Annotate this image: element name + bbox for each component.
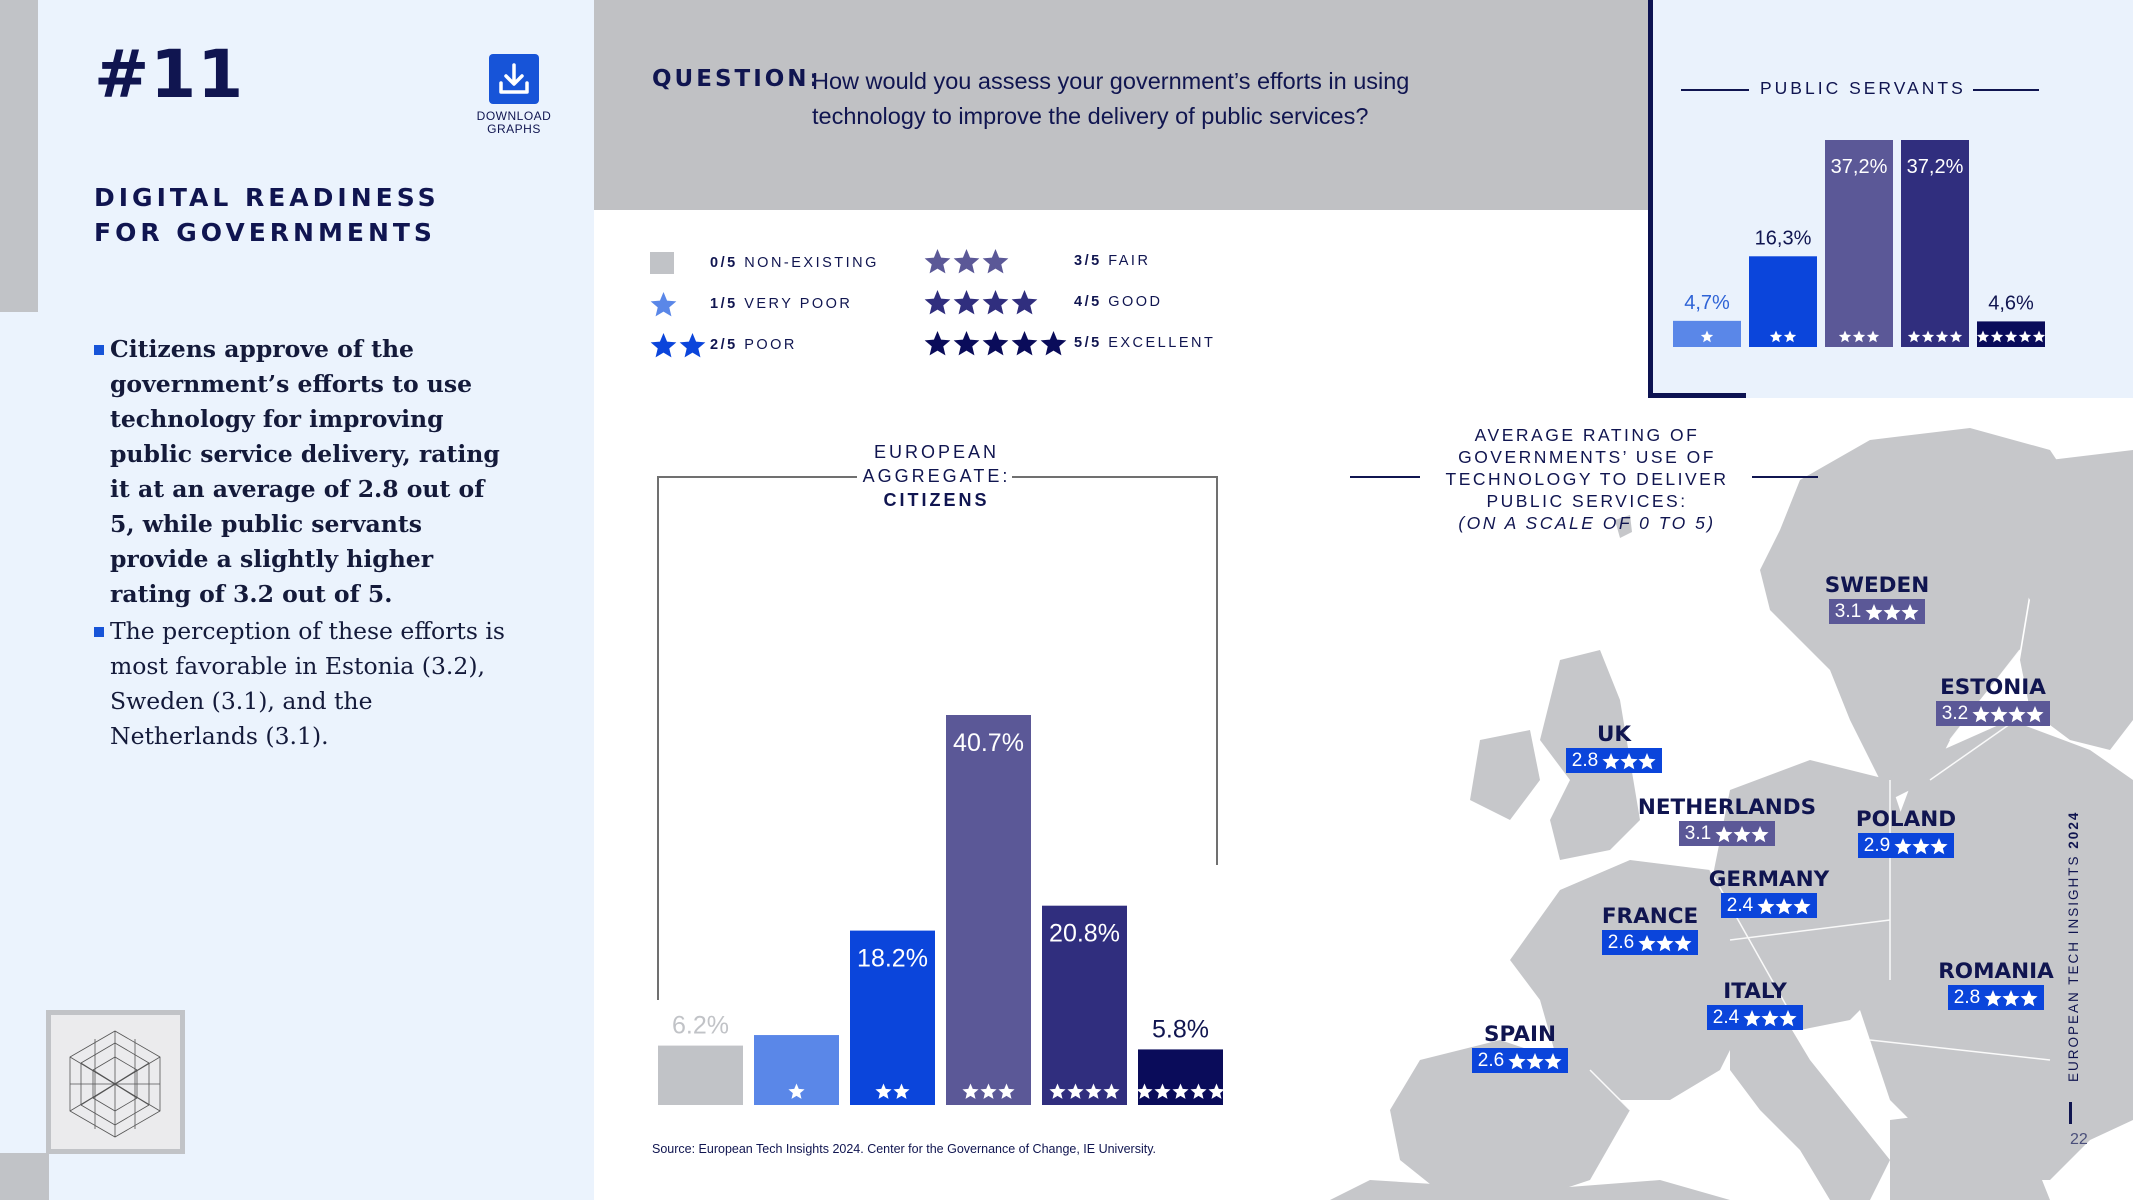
bar-value-label: 20.8% — [1049, 919, 1120, 948]
legend-item-4-of-5 — [924, 287, 1215, 317]
rating-value: 2.9 — [1863, 834, 1891, 856]
star-icon — [2009, 706, 2026, 722]
star-icon — [983, 331, 1009, 355]
map-italy — [1730, 1010, 1890, 1200]
star-icon — [1621, 753, 1638, 769]
section-number: #11 — [94, 36, 245, 113]
star-icon — [1639, 935, 1656, 951]
star-rating-icon — [650, 291, 677, 318]
rating-value: 2.6 — [1477, 1049, 1505, 1071]
country-label-uk — [1464, 721, 1764, 773]
rating-value: 2.8 — [1953, 986, 1981, 1008]
rating-value: 2.6 — [1607, 931, 1635, 953]
map-title-line-4: PUBLIC SERVICES: — [1486, 491, 1688, 511]
legend-score: 2/5 — [710, 337, 738, 353]
star-rating-icon — [924, 248, 1009, 275]
legend-score: 0/5 — [710, 255, 738, 271]
map-subtitle: (ON A SCALE OF 0 TO 5) — [1458, 513, 1716, 533]
star-icon — [954, 331, 980, 355]
rating-value: 2.4 — [1712, 1006, 1740, 1028]
star-icon — [1895, 838, 1912, 854]
legend-label-text: GOOD — [1101, 294, 1163, 310]
bullet-text-1: Citizens approve of the government’s efforts to use technology for improving public service delivery, rating it at an average of 2.8 out of 5, while public servants provide a slightly higher rating of 3.2 out of 5. — [110, 335, 500, 608]
legend-item-5-of-5 — [924, 328, 1215, 358]
legend-column-1 — [650, 248, 879, 360]
rating-value: 3.1 — [1684, 822, 1712, 844]
bar-value-label: 37,2% — [1906, 156, 1964, 178]
rating-value: 2.8 — [1571, 749, 1599, 771]
star-icon — [1545, 1053, 1562, 1069]
star-icon — [1734, 826, 1751, 842]
star-icon — [1866, 604, 1883, 620]
country-name: NETHERLANDS — [1637, 795, 1817, 820]
rating-value: 2.4 — [1726, 894, 1754, 916]
legend-item-1-of-5 — [650, 289, 879, 319]
legend-label-text: POOR — [737, 337, 797, 353]
source-note: Source: European Tech Insights 2024. Center for the Governance of Change, IE University. — [652, 1142, 1156, 1156]
bullet-item-2 — [94, 614, 514, 754]
star-icon — [1884, 604, 1901, 620]
geometric-sphere-icon — [65, 1029, 165, 1139]
bar-value-label: 18.2% — [857, 944, 928, 973]
star-icon — [1973, 706, 1990, 722]
rating-stars-icon — [1638, 934, 1692, 952]
star-icon — [1762, 1010, 1779, 1026]
rating-badge — [1566, 748, 1662, 773]
citizens-frame-top-right — [1012, 476, 1218, 478]
legend-label-text: VERY POOR — [737, 296, 853, 312]
citizens-frame-top-left — [657, 476, 857, 478]
country-label-spain — [1370, 1021, 1670, 1073]
bar-value-label: 4,6% — [1988, 292, 2034, 315]
bar-value-label: 16,3% — [1754, 227, 1812, 250]
legend-label-text: FAIR — [1101, 253, 1151, 269]
public-servants-chart — [1648, 120, 2048, 350]
country-name: SPAIN — [1484, 1022, 1556, 1047]
citizens-chart-title — [860, 440, 1013, 512]
country-name: POLAND — [1855, 807, 1957, 832]
legend-score: 1/5 — [710, 296, 738, 312]
rating-badge — [1707, 1005, 1803, 1030]
bar-0-of-5 — [658, 1046, 743, 1105]
rating-badge — [1472, 1048, 1568, 1073]
public-servants-frame-bottom — [1648, 393, 1746, 398]
country-label-poland — [1756, 806, 2056, 858]
legend-stars — [924, 289, 1074, 316]
citizens-chart — [640, 700, 1240, 1110]
map-title-line-right — [1752, 476, 1818, 478]
bar-value-label: 4,7% — [1684, 291, 1730, 314]
star-icon — [2003, 990, 2020, 1006]
legend-label — [710, 296, 852, 312]
download-icon[interactable] — [489, 54, 539, 104]
star-icon — [1527, 1053, 1544, 1069]
legend-label-text: EXCELLENT — [1101, 335, 1216, 351]
legend-stars — [924, 330, 1074, 357]
star-icon — [925, 249, 951, 273]
legend-item-0-of-5 — [650, 248, 879, 278]
star-icon — [2027, 706, 2044, 722]
star-icon — [1012, 331, 1038, 355]
legend-stars — [924, 248, 1074, 275]
star-icon — [1716, 826, 1733, 842]
star-icon — [1744, 1010, 1761, 1026]
rating-stars-icon — [1894, 837, 1948, 855]
map-title-line-2: GOVERNMENTS’ USE OF — [1458, 447, 1716, 467]
bar-2-of-5 — [1749, 256, 1817, 347]
star-icon — [1012, 290, 1038, 314]
vertical-title-light: EUROPEAN TECH INSIGHTS — [2066, 854, 2081, 1082]
star-icon — [983, 290, 1009, 314]
star-rating-icon — [924, 289, 1038, 316]
legend-label — [710, 337, 797, 353]
legend-stars — [650, 291, 710, 318]
country-name: ROMANIA — [1938, 959, 2054, 984]
rating-stars-icon — [1984, 989, 2038, 1007]
star-icon — [1902, 604, 1919, 620]
legend-label-text: NON-EXISTING — [737, 255, 879, 271]
legend-label — [1074, 294, 1163, 310]
country-name: FRANCE — [1601, 904, 1699, 929]
question-text: How would you assess your government’s efforts in using technology to improve the delivery of public services? — [812, 68, 1410, 129]
rating-stars-icon — [1865, 603, 1919, 621]
rating-badge — [1829, 599, 1925, 624]
legend-column-2 — [924, 246, 1215, 358]
bar-value-label: 40.7% — [953, 729, 1024, 757]
rating-stars-icon — [1743, 1009, 1797, 1027]
rating-stars-icon — [1508, 1052, 1562, 1070]
rating-stars-icon — [1602, 752, 1656, 770]
ie-logo-frame — [46, 1010, 185, 1154]
bar-5-of-5 — [1138, 1049, 1223, 1105]
country-name: GERMANY — [1708, 867, 1830, 892]
map-title-line-1: AVERAGE RATING OF — [1474, 425, 1700, 445]
star-icon — [983, 249, 1009, 273]
vertical-title-tick — [2069, 1102, 2072, 1124]
rating-badge — [1948, 985, 2044, 1010]
ps-title-line-left — [1681, 89, 1749, 91]
legend-stars — [650, 332, 710, 359]
legend-item-3-of-5 — [924, 246, 1215, 276]
rating-badge — [1602, 930, 1698, 955]
bullet-text-2: The perception of these efforts is most favorable in Estonia (3.2), Sweden (3.1), and the Netherlands (3.1). — [110, 617, 505, 750]
star-icon — [1931, 838, 1948, 854]
country-label-france — [1500, 903, 1800, 955]
legend-item-2-of-5 — [650, 330, 879, 360]
star-icon — [651, 333, 677, 357]
star-icon — [651, 292, 677, 316]
country-name: SWEDEN — [1824, 573, 1930, 598]
download-graphs-button[interactable] — [475, 54, 553, 144]
grey-square-icon — [650, 252, 710, 274]
legend-label — [1074, 253, 1150, 269]
country-name: UK — [1596, 722, 1632, 747]
star-icon — [1603, 753, 1620, 769]
bar-3-of-5 — [946, 715, 1031, 1105]
star-rating-icon — [924, 330, 1067, 357]
map-title-line-left — [1350, 476, 1420, 478]
rating-value: 3.2 — [1941, 702, 1969, 724]
legend-score: 4/5 — [1074, 294, 1102, 310]
citizens-title-bold: CITIZENS — [883, 490, 990, 510]
star-icon — [2021, 990, 2038, 1006]
bar-value-label: 6.2% — [672, 1011, 729, 1040]
public-servants-title: PUBLIC SERVANTS — [1760, 78, 1966, 98]
star-icon — [1041, 331, 1067, 355]
citizens-title-line-2: AGGREGATE: — [862, 466, 1011, 486]
star-icon — [925, 331, 951, 355]
bullet-square-icon — [94, 345, 104, 355]
star-icon — [954, 249, 980, 273]
star-icon — [1991, 706, 2008, 722]
country-name: ESTONIA — [1940, 675, 2046, 700]
legend-label — [1074, 335, 1215, 351]
country-label-estonia — [1843, 674, 2133, 726]
vertical-report-title — [2066, 811, 2081, 1082]
star-icon — [1639, 753, 1656, 769]
left-decor-stripe — [0, 0, 38, 312]
corner-decor-square — [0, 1153, 49, 1200]
citizens-title-line-1: EUROPEAN — [873, 442, 1000, 462]
country-label-sweden — [1727, 572, 2027, 624]
star-icon — [1913, 838, 1930, 854]
star-icon — [1509, 1053, 1526, 1069]
star-icon — [925, 290, 951, 314]
legend-label — [710, 255, 879, 271]
bullet-item-1 — [94, 332, 514, 612]
star-icon — [1985, 990, 2002, 1006]
star-icon — [1780, 1010, 1797, 1026]
ps-title-line-right — [1973, 89, 2039, 91]
rating-value: 3.1 — [1834, 600, 1862, 622]
rating-badge — [1858, 833, 1954, 858]
page-number: 22 — [2070, 1131, 2088, 1148]
rating-stars-icon — [1972, 705, 2044, 723]
star-icon — [1675, 935, 1692, 951]
map-title-line-3: TECHNOLOGY TO DELIVER — [1445, 469, 1729, 489]
star-icon — [954, 290, 980, 314]
rating-badge — [1936, 701, 2050, 726]
bar-value-label: 37,2% — [1830, 156, 1888, 178]
download-graphs-label[interactable]: DOWNLOAD GRAPHS — [476, 109, 552, 136]
star-icon — [680, 333, 706, 357]
question-label: QUESTION: — [652, 66, 822, 92]
bar-value-label: 5.8% — [1152, 1015, 1209, 1044]
section-title: DIGITAL READINESS FOR GOVERNMENTS — [94, 183, 440, 247]
grey-square-icon — [650, 252, 674, 274]
legend-score: 5/5 — [1074, 335, 1102, 351]
legend-score: 3/5 — [1074, 253, 1102, 269]
star-icon — [1657, 935, 1674, 951]
star-rating-icon — [650, 332, 706, 359]
map-title — [1432, 424, 1742, 534]
country-name: ITALY — [1723, 979, 1787, 1004]
vertical-title-bold: 2024 — [2066, 810, 2081, 849]
bullet-square-icon — [94, 627, 104, 637]
